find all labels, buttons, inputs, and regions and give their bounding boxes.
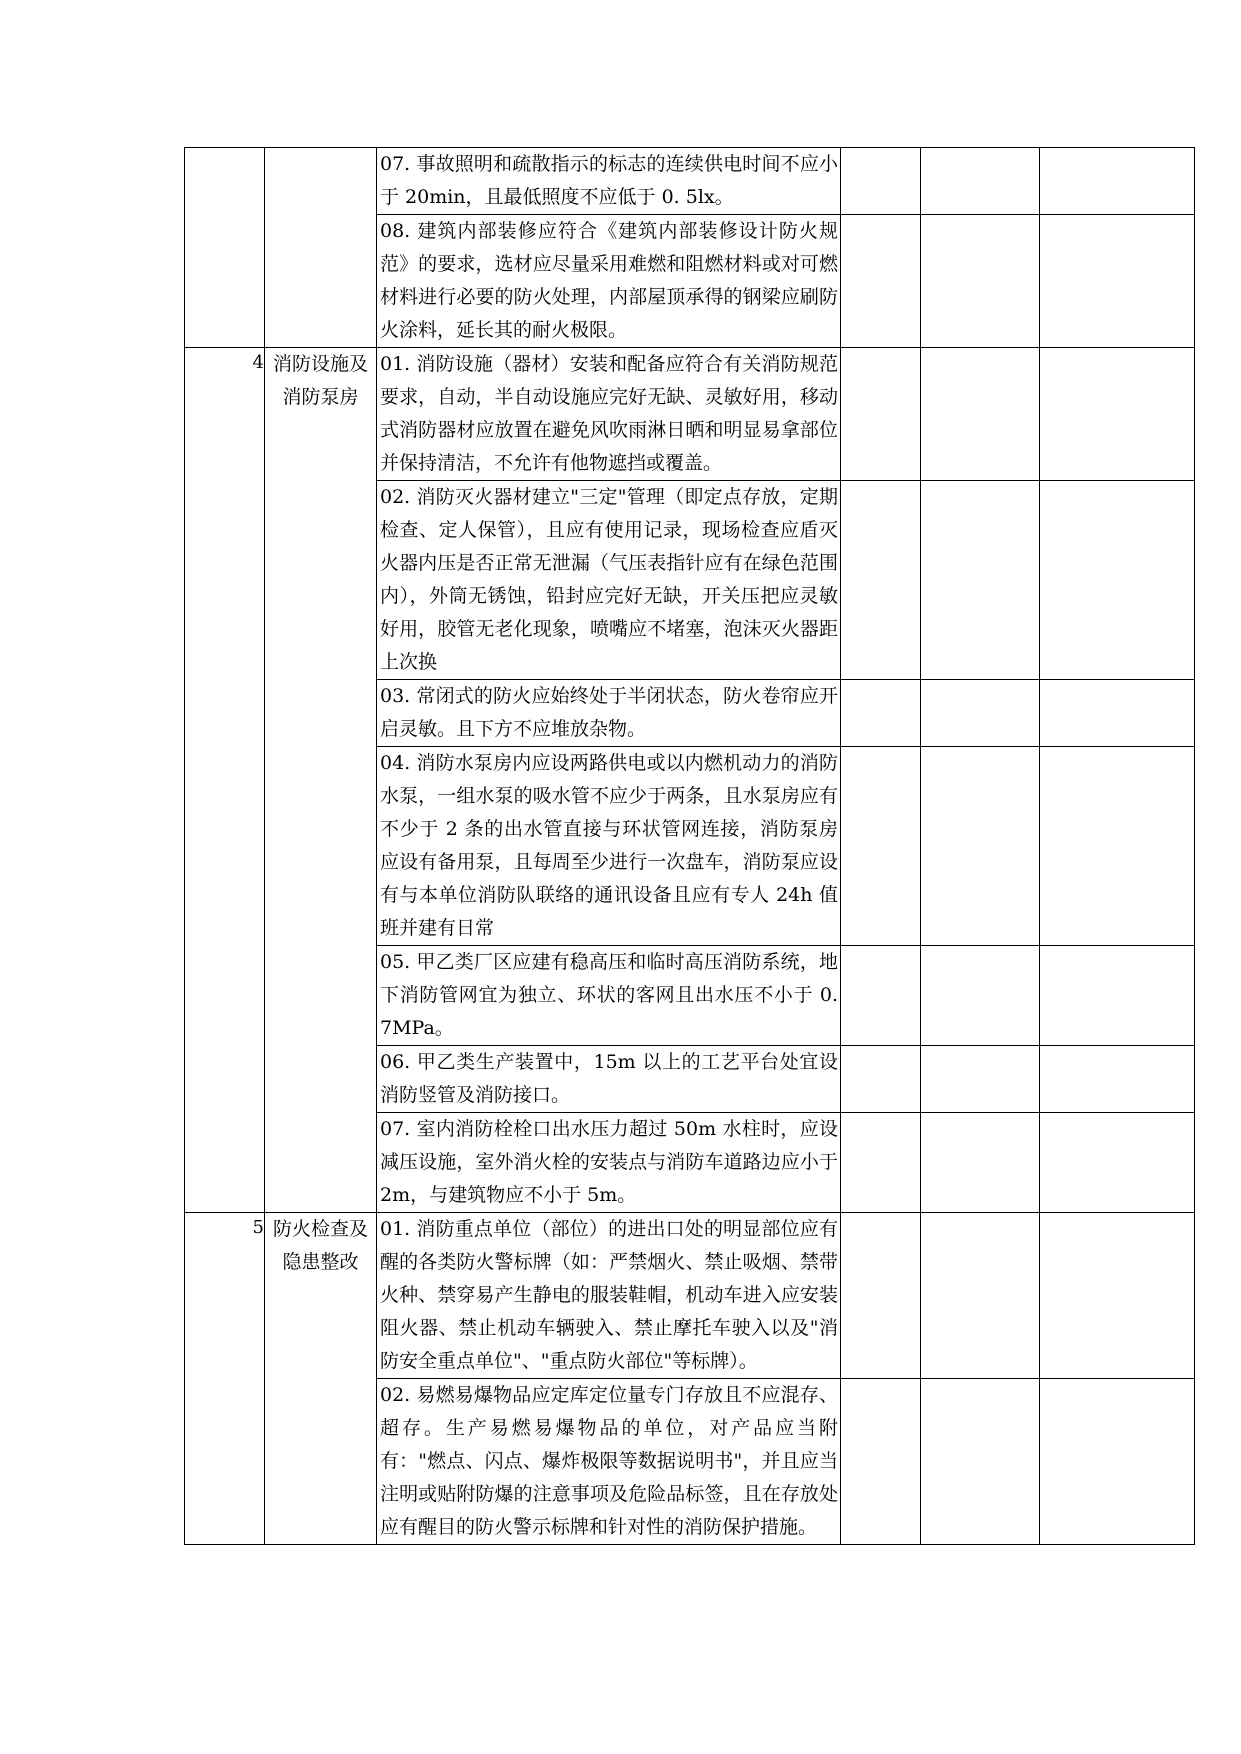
check-item-text: 08. 建筑内部装修应符合《建筑内部装修设计防火规范》的要求，选材应尽量采用难燃和阻燃材料或对可燃材料进行必要的防火处理，内部屋顶承得的钢梁应刷防火涂料，延长其的耐火极限。 bbox=[380, 220, 838, 341]
check-item-text: 05. 甲乙类厂区应建有稳高压和临时高压消防系统，地下消防管网宜为独立、环状的客网且出水压不小于 0. 7MPa。 bbox=[380, 951, 838, 1039]
check-item-text: 03. 常闭式的防火应始终处于半闭状态，防火卷帘应开启灵敏。且下方不应堆放杂物。 bbox=[380, 685, 838, 740]
inspection-table-sheet bbox=[184, 147, 1195, 1545]
inspection-table-body bbox=[185, 148, 1195, 1545]
section-number-cell bbox=[185, 348, 265, 1213]
check-item-cell bbox=[377, 481, 841, 680]
check-item-cell bbox=[377, 1379, 841, 1545]
check-item-text: 04. 消防水泵房内应设两路供电或以内燃机动力的消防水泵，一组水泵的吸水管不应少于两条，且水泵房应有不少于 2 条的出水管直接与环状管网连接，消防泵房应设有备用泵，且每周至少进行一次盘车，消防泵应设有与本单位消防队联络的通讯设备且应有专人 24h 值班并建有日常 bbox=[380, 752, 838, 939]
result-cell-c bbox=[1040, 215, 1195, 348]
result-cell-c bbox=[1040, 348, 1195, 481]
check-item-text: 01. 消防设施（器材）安装和配备应符合有关消防规范要求，自动，半自动设施应完好无缺、灵敏好用，移动式消防器材应放置在避免风吹雨淋日晒和明显易拿部位并保持清洁，不允许有他物遮挡或覆盖。 bbox=[380, 353, 838, 474]
result-cell-a bbox=[841, 680, 921, 747]
result-cell-a bbox=[841, 1113, 921, 1213]
check-item-cell bbox=[377, 348, 841, 481]
result-cell-a bbox=[841, 215, 921, 348]
inspection-table bbox=[184, 147, 1195, 1545]
result-cell-a bbox=[841, 946, 921, 1046]
section-category: 防火检查及隐患整改 bbox=[272, 1218, 368, 1273]
check-item-cell bbox=[377, 215, 841, 348]
result-cell-b bbox=[921, 215, 1040, 348]
section-number-cell bbox=[185, 148, 265, 348]
check-item-cell bbox=[377, 1113, 841, 1213]
result-cell-a bbox=[841, 1213, 921, 1379]
check-item-cell bbox=[377, 946, 841, 1046]
result-cell-b bbox=[921, 747, 1040, 946]
section-number: 4 bbox=[252, 352, 264, 373]
result-cell-a bbox=[841, 1379, 921, 1545]
table-row bbox=[185, 148, 1195, 215]
check-item-text: 02. 消防灭火器材建立"三定"管理（即定点存放，定期检查、定人保管），且应有使用记录，现场检查应盾灭火器内压是否正常无泄漏（气压表指针应有在绿色范围内），外筒无锈蚀，铅封应完好无缺，开关压把应灵敏好用，胶管无老化现象，喷嘴应不堵塞，泡沫灭火器距上次换 bbox=[380, 486, 838, 673]
section-category: 消防设施及消防泵房 bbox=[272, 353, 368, 408]
check-item-cell bbox=[377, 148, 841, 215]
result-cell-c bbox=[1040, 1046, 1195, 1113]
result-cell-c bbox=[1040, 1379, 1195, 1545]
result-cell-a bbox=[841, 1046, 921, 1113]
check-item-text: 07. 事故照明和疏散指示的标志的连续供电时间不应小于 20min，且最低照度不应低于 0. 5lx。 bbox=[380, 153, 838, 208]
section-category-cell bbox=[265, 348, 377, 1213]
result-cell-c bbox=[1040, 680, 1195, 747]
check-item-text: 07. 室内消防栓栓口出水压力超过 50m 水柱时，应设减压设施，室外消火栓的安装点与消防车道路边应小于 2m，与建筑物应不小于 5m。 bbox=[380, 1118, 838, 1206]
check-item-text: 01. 消防重点单位（部位）的进出口处的明显部位应有醒的各类防火警标牌（如：严禁烟火、禁止吸烟、禁带火种、禁穿易产生静电的服装鞋帽，机动车进入应安装阻火器、禁止机动车辆驶入、禁止摩托车驶入以及"消防安全重点单位"、"重点防火部位"等标牌）。 bbox=[380, 1218, 838, 1372]
check-item-cell bbox=[377, 1213, 841, 1379]
result-cell-a bbox=[841, 747, 921, 946]
section-number-cell bbox=[185, 1213, 265, 1545]
result-cell-c bbox=[1040, 946, 1195, 1046]
result-cell-a bbox=[841, 348, 921, 481]
check-item-cell bbox=[377, 747, 841, 946]
result-cell-b bbox=[921, 1046, 1040, 1113]
result-cell-b bbox=[921, 1379, 1040, 1545]
result-cell-b bbox=[921, 481, 1040, 680]
table-row bbox=[185, 348, 1195, 481]
check-item-cell bbox=[377, 680, 841, 747]
result-cell-c bbox=[1040, 481, 1195, 680]
result-cell-c bbox=[1040, 148, 1195, 215]
section-number: 5 bbox=[252, 1217, 264, 1238]
table-row bbox=[185, 1213, 1195, 1379]
result-cell-b bbox=[921, 148, 1040, 215]
result-cell-a bbox=[841, 148, 921, 215]
result-cell-b bbox=[921, 1113, 1040, 1213]
section-category-cell bbox=[265, 148, 377, 348]
result-cell-b bbox=[921, 946, 1040, 1046]
result-cell-a bbox=[841, 481, 921, 680]
result-cell-c bbox=[1040, 1113, 1195, 1213]
result-cell-b bbox=[921, 680, 1040, 747]
result-cell-b bbox=[921, 348, 1040, 481]
check-item-cell bbox=[377, 1046, 841, 1113]
check-item-text: 02. 易燃易爆物品应定库定位量专门存放且不应混存、超存。生产易燃易爆物品的单位，对产品应当附有："燃点、闪点、爆炸极限等数据说明书"，并且应当注明或贴附防爆的注意事项及危险品标签，且在存放处应有醒目的防火警示标牌和针对性的消防保护措施。 bbox=[380, 1384, 838, 1538]
result-cell-c bbox=[1040, 1213, 1195, 1379]
result-cell-c bbox=[1040, 747, 1195, 946]
section-category-cell bbox=[265, 1213, 377, 1545]
check-item-text: 06. 甲乙类生产装置中，15m 以上的工艺平台处宜设消防竖管及消防接口。 bbox=[380, 1051, 838, 1106]
result-cell-b bbox=[921, 1213, 1040, 1379]
